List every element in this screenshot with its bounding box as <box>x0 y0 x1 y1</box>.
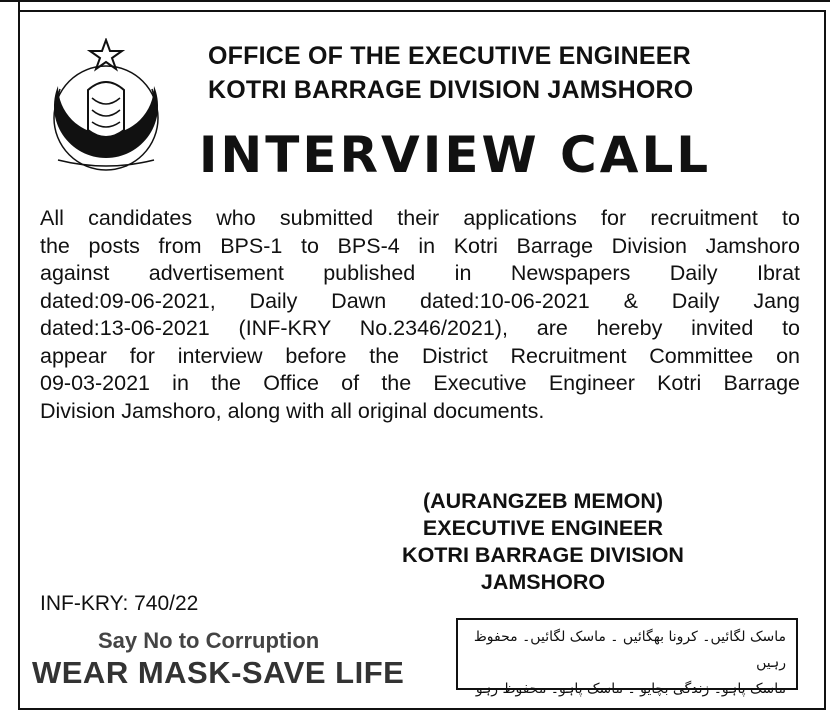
signatory-designation: EXECUTIVE ENGINEER <box>422 516 664 540</box>
body-line: appear for interview before the District Recruitment Committee on <box>40 343 800 368</box>
top-rule <box>0 0 830 2</box>
body-line: All candidates who submitted their applications for recruitment to <box>40 206 800 230</box>
body-line: dated:09-06-2021, Daily Dawn dated:10-06-2021 & Daily Jang <box>40 288 800 313</box>
signatory-name: (AURANGZEB MEMON) <box>422 489 664 513</box>
office-heading: OFFICE OF THE EXECUTIVE ENGINEER <box>208 42 691 70</box>
anti-corruption-slogan: Say No to Corruption <box>98 628 320 653</box>
inf-reference: INF-KRY: 740/22 <box>40 592 199 615</box>
body-line: dated:13-06-2021 (INF-KRY No.2346/2021), are hereby invited to <box>40 316 800 340</box>
body-line: against advertisement published in Newspapers Daily Ibrat <box>40 261 800 285</box>
urdu-slogan-box <box>456 618 798 697</box>
division-heading: KOTRI BARRAGE DIVISION JAMSHORO <box>208 76 694 104</box>
notice-body <box>40 205 800 425</box>
signatory-office: KOTRI BARRAGE DIVISION <box>402 543 684 567</box>
notice-title: INTERVIEW CALL <box>198 126 712 184</box>
signature-block <box>338 488 748 596</box>
body-line: Division Jamshoro, along with all original documents. <box>40 398 545 423</box>
urdu-slogan-line: ماسک لگائیں۔ کرونا بھگائیں ۔ ماسک لگائیں۔ محفوظ رہیں <box>473 629 786 671</box>
sindhi-slogan-line: ماسک پاہو۔ زندگی بچایو ۔ ماسک پاہو۔ محفوظ رہو <box>475 681 786 697</box>
mask-slogan: WEAR MASK-SAVE LIFE <box>32 655 405 690</box>
signatory-place: JAMSHORO <box>480 570 606 594</box>
body-line: 09-03-2021 in the Office of the Executive Engineer Kotri Barrage <box>40 371 800 395</box>
body-line: the posts from BPS-1 to BPS-4 in Kotri Barrage Division Jamshoro <box>40 233 800 258</box>
